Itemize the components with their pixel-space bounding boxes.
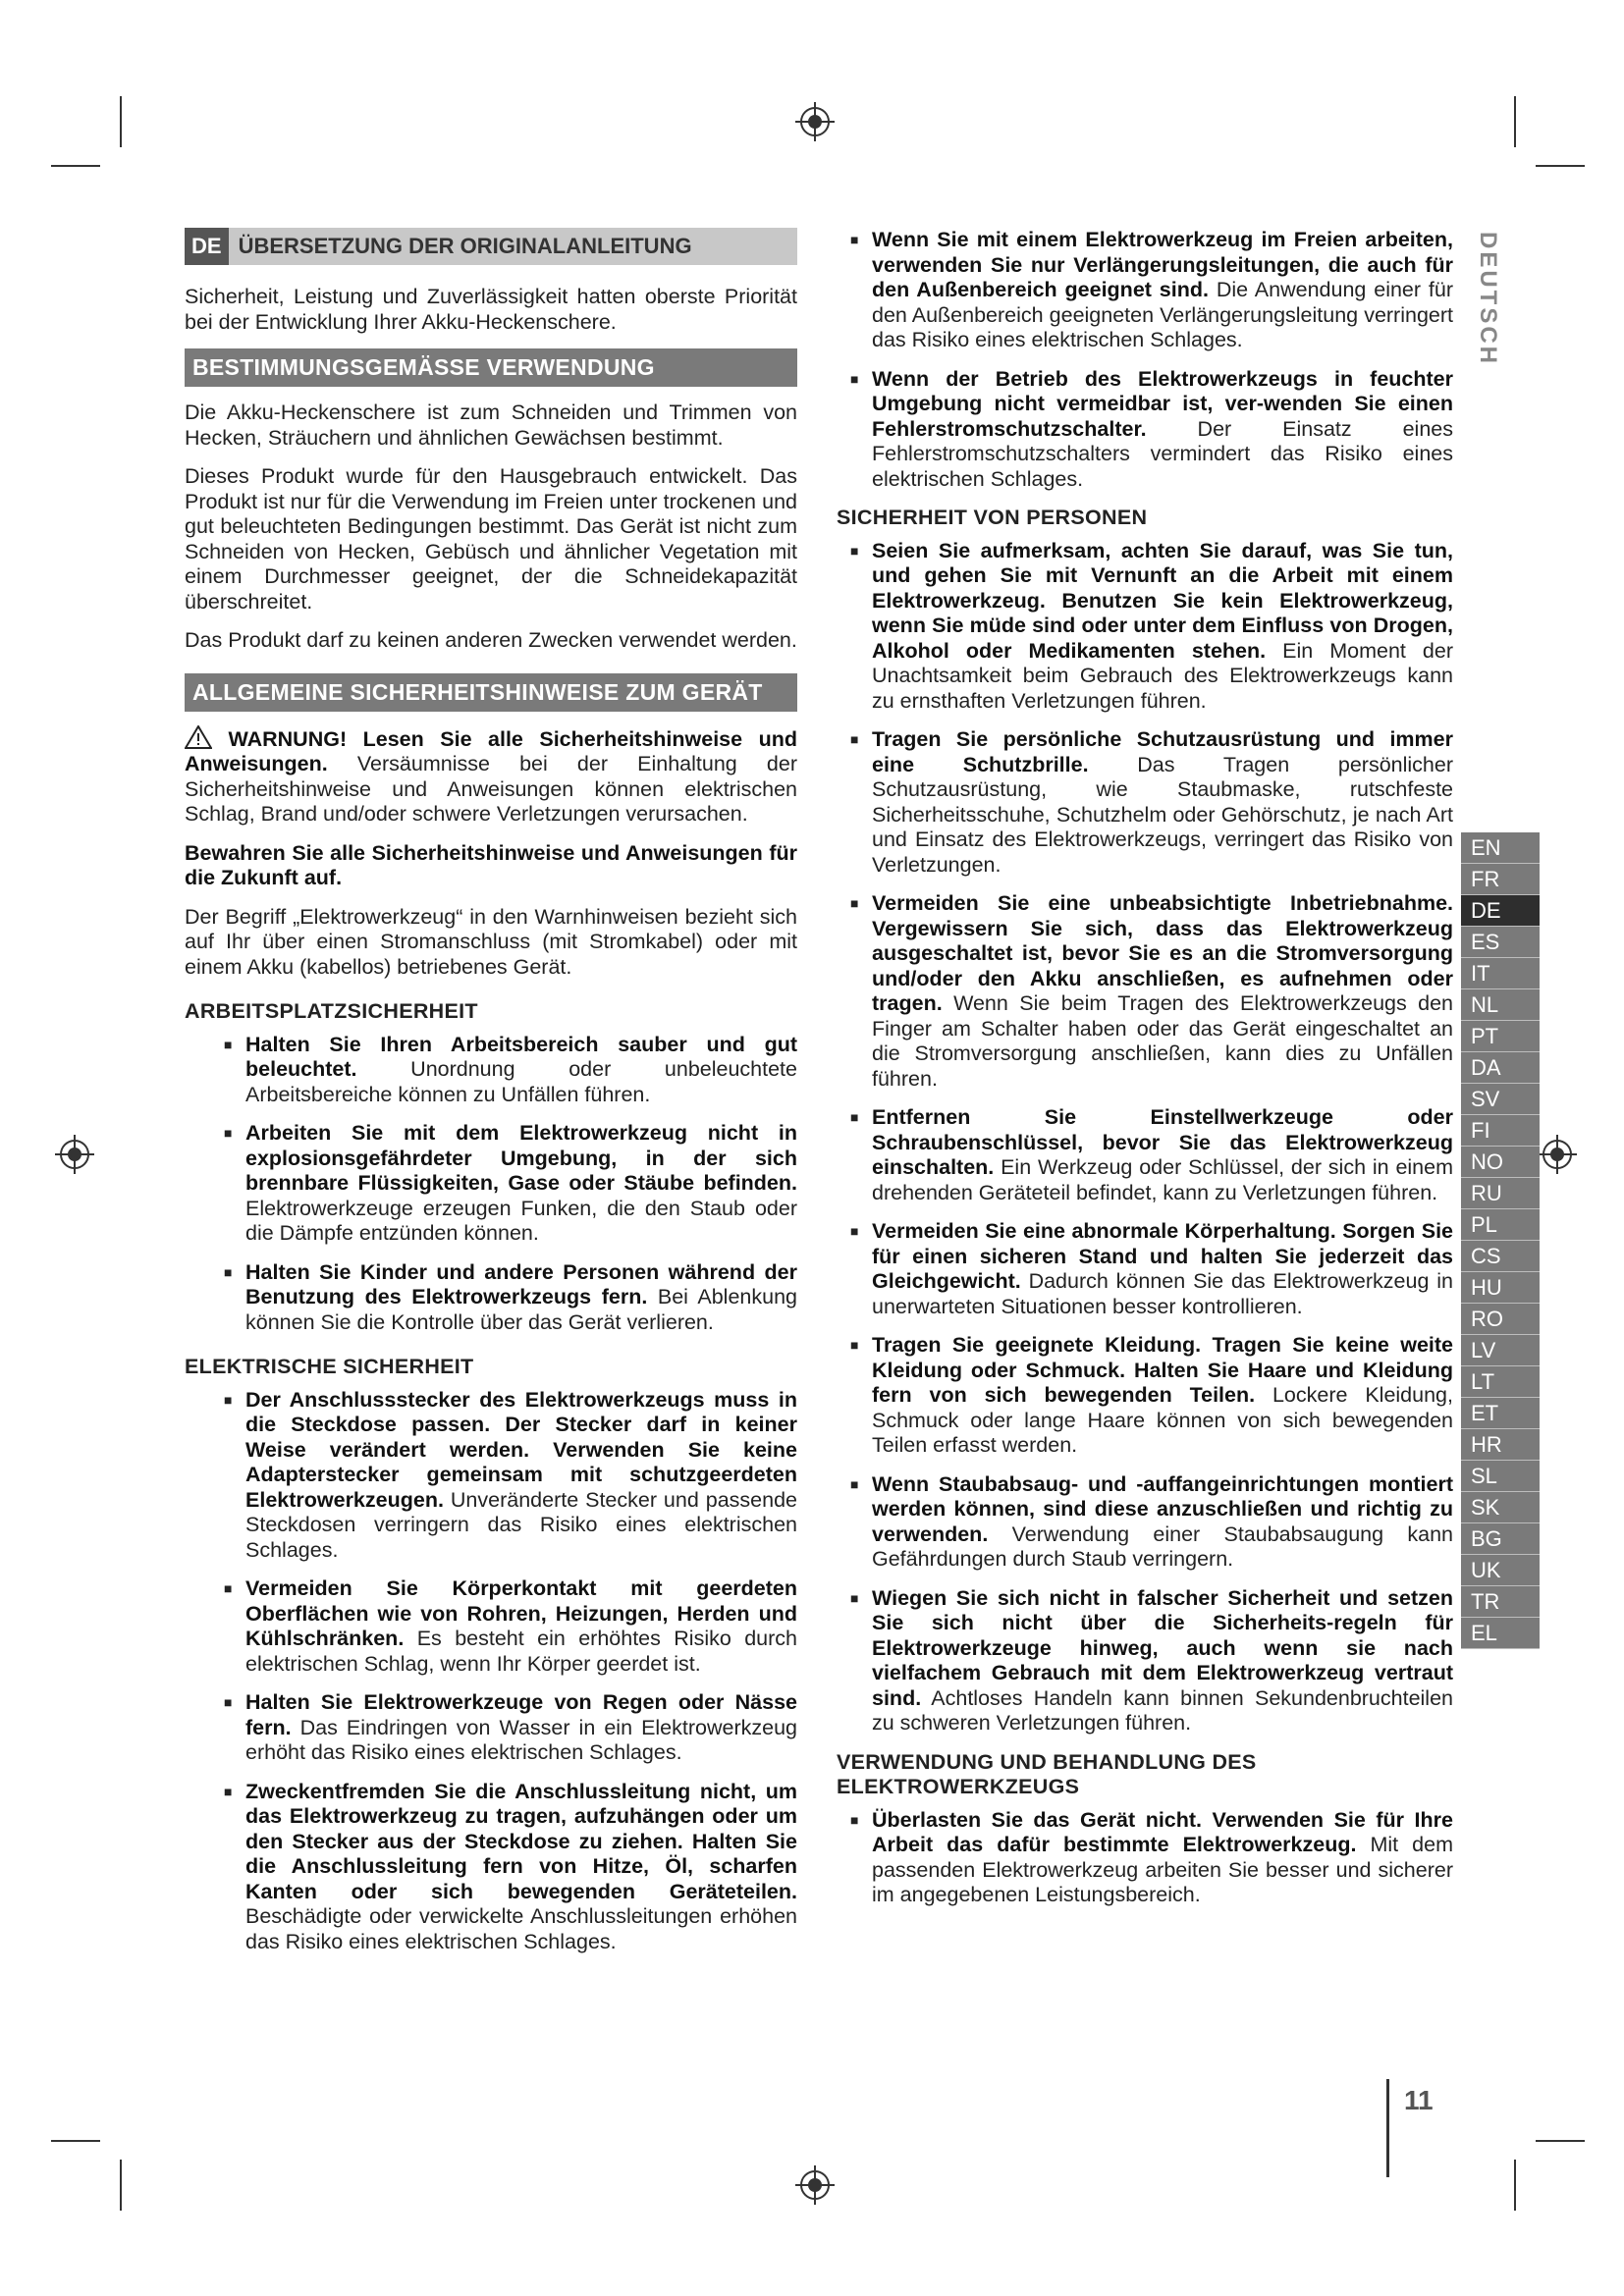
list-item: ■ Tragen Sie geeignete Kleidung. Tragen Sie keine weite Kleidung oder Schmuck. Halten Sie Haare und Kleidung fern von sich bewegenden Teilen. Lockere Kleidung, Schmuck oder lange Haare können von sich bewegenden Teilen erfasst werden. <box>837 1333 1453 1459</box>
page-number-divider <box>1386 2079 1389 2177</box>
language-tab-uk[interactable]: UK <box>1461 1555 1540 1586</box>
list-item: ■ Vermeiden Sie Körperkontakt mit geerdeten Oberflächen wie von Rohren, Heizungen, Herden und Kühlschränken. Es besteht ein erhöhtes Risiko durch elektrischen Schlag, wenn Ihr Körper geerdet ist. <box>210 1576 797 1677</box>
registration-mark-icon <box>1538 1135 1577 1174</box>
language-tab-it[interactable]: IT <box>1461 958 1540 989</box>
language-tab-sv[interactable]: SV <box>1461 1084 1540 1115</box>
list-item: ■ Seien Sie aufmerksam, achten Sie darauf, was Sie tun, und gehen Sie mit Vernunft an die Arbeit mit einem Elektrowerkzeug. Benutzen Sie kein Elektrowerkzeug, wenn Sie müde sind oder unter dem Einfluss von Drogen, Alkohol oder Medikamenten stehen. Ein Moment der Unachtsamkeit beim Gebrauch des Elektrowerkzeugs kann zu ernsthaften Verletzungen führen. <box>837 539 1453 715</box>
crop-mark <box>120 96 122 147</box>
crop-mark <box>1514 2160 1516 2211</box>
list-item: ■ Wenn Sie mit einem Elektrowerkzeug im Freien arbeiten, verwenden Sie nur Verlängerungsleitungen, die auch für den Außenbereich geeignet sind. Die Anwendung einer für den Außenbereich geeigneten Verlängerungsleitung verringert das Risiko eines elektrischen Schlages. <box>837 228 1453 353</box>
paragraph: Die Akku-Heckenschere ist zum Schneiden und Trimmen von Hecken, Sträuchern und ähnlichen Gewächsen bestimmt. <box>185 400 797 450</box>
language-tab-nl[interactable]: NL <box>1461 989 1540 1021</box>
language-tab-bg[interactable]: BG <box>1461 1523 1540 1555</box>
warning-bold: WARNUNG! Lesen Sie alle Sicherheitshinweise und Anweisungen. <box>185 726 797 775</box>
crop-mark <box>51 2140 100 2142</box>
paragraph: Dieses Produkt wurde für den Hausgebrauch entwickelt. Das Produkt ist nur für die Verwendung im Freien unter trockenen und gut beleuchteten Bedingungen bestimmt. Das Gerät ist nicht zum Schneiden von Hecken, Gebüsch und ähnlicher Vegetation mit einem Durchmesser geeignet, der die Schneidekapazität überschreitet. <box>185 464 797 614</box>
language-tab-lt[interactable]: LT <box>1461 1366 1540 1398</box>
list-item: ■ Halten Sie Elektrowerkzeuge von Regen oder Nässe fern. Das Eindringen von Wasser in ein Elektrowerkzeug erhöht das Risiko eines elektrischen Schlages. <box>210 1690 797 1766</box>
registration-mark-icon <box>795 102 835 141</box>
list-item: ■ Vermeiden Sie eine abnormale Körperhaltung. Sorgen Sie für einen sicheren Stand und halten Sie jederzeit das Gleichgewicht. Dadurch können Sie das Elektrowerkzeug in unerwarteten Situationen besser kontrollieren. <box>837 1219 1453 1319</box>
registration-mark-icon <box>55 1135 94 1174</box>
section-heading-safety: ALLGEMEINE SICHERHEITSHINWEISE ZUM GERÄT <box>185 673 797 712</box>
language-tab-hr[interactable]: HR <box>1461 1429 1540 1461</box>
language-tab-en[interactable]: EN <box>1461 832 1540 864</box>
language-tab-fr[interactable]: FR <box>1461 864 1540 895</box>
keep-instructions-bold: Bewahren Sie alle Sicherheitshinweise und Anweisungen für die Zukunft auf. <box>185 840 797 889</box>
language-tab-lv[interactable]: LV <box>1461 1335 1540 1366</box>
language-tab-hu[interactable]: HU <box>1461 1272 1540 1304</box>
crop-mark <box>51 165 100 167</box>
paragraph: Das Produkt darf zu keinen anderen Zwecken verwendet werden. <box>185 628 797 652</box>
subheading-electrical-safety: ELEKTRISCHE SICHERHEIT <box>185 1355 474 1378</box>
list-item: ■ Der Anschlussstecker des Elektrowerkzeugs muss in die Steckdose passen. Der Stecker darf in keiner Weise verändert werden. Verwenden Sie keine Adapterstecker gemeinsam mit schutzgeerdeten Elektrowerkzeugen. Unveränderte Stecker und passende Steckdosen verringern das Risiko eines elektrischen Schlages. <box>210 1388 797 1564</box>
language-tab-cs[interactable]: CS <box>1461 1241 1540 1272</box>
language-tab-el[interactable]: EL <box>1461 1618 1540 1649</box>
list-item: ■ Tragen Sie persönliche Schutzausrüstung und immer eine Schutzbrille. Das Tragen persönlicher Schutzausrüstung, wie Staubmaske, rutschfeste Sicherheitsschuhe, Schutzhelm oder Gehörschutz, je nach Art und Einsatz des Elektrowerkzeugs, verringert das Risiko von Verletzungen. <box>837 727 1453 878</box>
workplace-safety-list <box>210 1033 797 1336</box>
document-title-bar <box>185 228 797 265</box>
crop-mark <box>1514 96 1516 147</box>
language-tab-ru[interactable]: RU <box>1461 1178 1540 1209</box>
warning-text: Versäumnisse bei der Einhaltung der Sicherheitshinweise und Anweisungen können elektrischen Schlag, Brand und/oder schwere Verletzungen verursachen. <box>185 752 797 826</box>
language-tab-tr[interactable]: TR <box>1461 1586 1540 1618</box>
list-item: ■ Entfernen Sie Einstellwerkzeuge oder Schraubenschlüssel, bevor Sie das Elektrowerkzeug einschalten. Ein Werkzeug oder Schlüssel, der sich in einem drehenden Geräteteil befindet, kann zu Verletzungen führen. <box>837 1105 1453 1205</box>
vertical-language-label: DEUTSCH <box>1475 232 1501 367</box>
subheading-workplace-safety: ARBEITSPLATZSICHERHEIT <box>185 999 478 1023</box>
language-tab-no[interactable]: NO <box>1461 1147 1540 1178</box>
list-item: ■ Vermeiden Sie eine unbeabsichtigte Inbetriebnahme. Vergewissern Sie sich, dass das Elektrowerkzeug ausgeschaltet ist, bevor Sie es an die Stromversorgung und/oder den Akku anschließen, es aufnehmen oder tragen. Wenn Sie beim Tragen des Elektrowerkzeugs den Finger am Schalter haben oder das Gerät eingeschaltet an die Stromversorgung anschließen, kann dies zu Unfällen führen. <box>837 891 1453 1092</box>
crop-mark <box>1536 2140 1585 2142</box>
list-item: ■ Wenn der Betrieb des Elektrowerkzeugs in feuchter Umgebung nicht vermeidbar ist, ver-wenden Sie einen Fehlerstromschutzschalter. Der Einsatz eines Fehlerstromschutzschalters vermindert das Risiko eines elektrischen Schlages. <box>837 367 1453 493</box>
keep-instructions <box>185 841 797 891</box>
language-tab-pt[interactable]: PT <box>1461 1021 1540 1052</box>
list-item: ■ Halten Sie Kinder und andere Personen während der Benutzung des Elektrowerkzeugs fern. Bei Ablenkung können Sie die Kontrolle über das Gerät verlieren. <box>210 1260 797 1336</box>
list-item: ■ Überlasten Sie das Gerät nicht. Verwenden Sie für Ihre Arbeit das dafür bestimmte Elektrowerkzeug. Mit dem passenden Elektrowerkzeug arbeiten Sie besser und sicherer im angegebenen Leistungsbereich. <box>837 1808 1453 1908</box>
language-tab-sl[interactable]: SL <box>1461 1461 1540 1492</box>
left-column <box>185 228 797 1968</box>
language-badge: DE <box>185 228 229 265</box>
electrical-safety-list <box>210 1388 797 1955</box>
language-tab-fi[interactable]: FI <box>1461 1115 1540 1147</box>
list-item: ■ Wenn Staubabsaug- und -auffangeinrichtungen montiert werden können, sind diese anzuschließen und richtig zu verwenden. Verwendung einer Staubabsaugung kann Gefährdungen durch Staub verringern. <box>837 1472 1453 1573</box>
crop-mark <box>1536 165 1585 167</box>
list-item: ■ Zweckentfremden Sie die Anschlussleitung nicht, um das Elektrowerkzeug zu tragen, aufzuhängen oder um den Stecker aus der Steckdose zu ziehen. Halten Sie die Anschlussleitung fern von Hitze, Öl, scharfen Kanten oder sich bewegenden Geräteteilen. Beschädigte oder verwickelte Anschlussleitungen erhöhen das Risiko eines elektrischen Schlages. <box>210 1780 797 1955</box>
section-heading-intended-use: BESTIMMUNGSGEMÄSSE VERWENDUNG <box>185 348 797 387</box>
language-tab-de[interactable]: DE <box>1461 895 1540 927</box>
list-item: ■ Wiegen Sie sich nicht in falscher Sicherheit und setzen Sie sich nicht über die Sicherheits-regeln für Elektrowerkzeuge hinweg, auch wenn sie nach vielfachem Gebrauch mit dem Elektrowerkzeug vertraut sind. Achtloses Handeln kann binnen Sekundenbruchteilen zu schweren Verletzungen führen. <box>837 1586 1453 1736</box>
crop-mark <box>120 2160 122 2211</box>
term-definition: Der Begriff „Elektrowerkzeug“ in den Warnhinweisen bezieht sich auf Ihr über einen Stromanschluss (mit Stromkabel) oder mit einem Akku (kabellos) betriebenes Gerät. <box>185 904 797 979</box>
document-title: ÜBERSETZUNG DER ORIGINALANLEITUNG <box>238 234 692 259</box>
registration-mark-icon <box>795 2165 835 2205</box>
language-tab-et[interactable]: ET <box>1461 1398 1540 1429</box>
tool-use-list <box>837 1808 1453 1908</box>
electrical-safety-list-continued <box>837 228 1453 492</box>
list-item: ■ Halten Sie Ihren Arbeitsbereich sauber und gut beleuchtet. Unordnung oder unbeleuchtete Arbeitsbereiche können zu Unfällen führen. <box>210 1033 797 1108</box>
language-tab-da[interactable]: DA <box>1461 1052 1540 1084</box>
language-tab-pl[interactable]: PL <box>1461 1209 1540 1241</box>
language-tab-strip <box>1461 832 1540 1649</box>
list-item: ■ Arbeiten Sie mit dem Elektrowerkzeug nicht in explosionsgefährdeter Umgebung, in der sich brennbare Flüssigkeiten, Gase oder Stäube befinden. Elektrowerkzeuge erzeugen Funken, die den Staub oder die Dämpfe entzünden können. <box>210 1121 797 1247</box>
personal-safety-list <box>837 539 1453 1736</box>
warning-triangle-icon <box>185 725 212 749</box>
language-tab-ro[interactable]: RO <box>1461 1304 1540 1335</box>
page-number: 11 <box>1404 2085 1434 2115</box>
right-column <box>837 228 1453 1922</box>
subheading-personal-safety: SICHERHEIT VON PERSONEN <box>837 506 1148 529</box>
language-tab-sk[interactable]: SK <box>1461 1492 1540 1523</box>
intro-paragraph: Sicherheit, Leistung und Zuverlässigkeit hatten oberste Priorität bei der Entwicklung Ihrer Akku-Heckenschere. <box>185 285 797 334</box>
warning-paragraph <box>185 725 797 828</box>
subheading-tool-use: VERWENDUNG UND BEHANDLUNG DES ELEKTROWERKZEUGS <box>837 1749 1257 1798</box>
language-tab-es[interactable]: ES <box>1461 927 1540 958</box>
